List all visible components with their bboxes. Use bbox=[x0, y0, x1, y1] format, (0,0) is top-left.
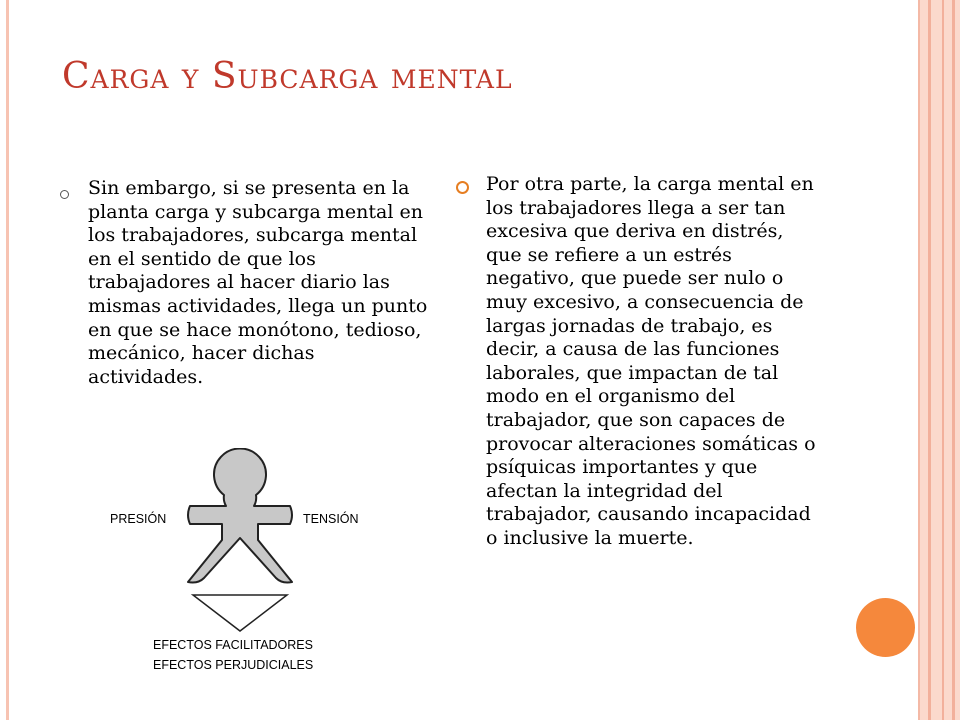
triangle-shape bbox=[193, 595, 287, 631]
orange-circle-decoration bbox=[856, 598, 915, 657]
left-column bbox=[60, 177, 430, 389]
decorative-stripe bbox=[952, 0, 955, 720]
slide-title: Carga y Subcarga mental bbox=[62, 56, 513, 97]
facilitating-effects-label: EFECTOS FACILITADORES bbox=[153, 638, 313, 652]
pressure-label: PRESIÓN bbox=[110, 512, 167, 526]
right-bullet-item bbox=[456, 173, 816, 551]
tension-label: TENSIÓN bbox=[303, 512, 359, 526]
stress-diagram bbox=[100, 448, 390, 678]
decorative-stripe bbox=[928, 0, 931, 720]
left-frame-border bbox=[6, 0, 9, 720]
left-paragraph: Sin embargo, si se presenta en la planta carga y subcarga mental en los trabajadores, subcarga mental en el sentido de que los trabajadores al hacer diario las mismas actividades, llega un punto en que se hace monótono, tedioso, mecánico, hacer dichas actividades. bbox=[88, 177, 428, 388]
right-paragraph: Por otra parte, la carga mental en los trabajadores llega a ser tan excesiva que deriva en distrés, que se refiere a un estrés negativo, que puede ser nulo o muy excesivo, a consecuencia de largas jornadas de trabajo, es decir, a causa de las funciones laborales, que impactan de tal modo en el organismo del trabajador, que son capaces de provocar alteraciones somáticas o psíquicas importantes y que afectan la integridad del trabajador, causando incapacidad o inclusive la muerte. bbox=[486, 173, 816, 549]
left-bullet-item bbox=[60, 177, 430, 389]
decorative-stripe bbox=[942, 0, 944, 720]
circle-bullet-icon bbox=[60, 190, 69, 199]
right-column bbox=[456, 173, 816, 551]
harmful-effects-label: EFECTOS PERJUDICIALES bbox=[153, 658, 314, 672]
circle-bullet-icon bbox=[456, 181, 469, 194]
